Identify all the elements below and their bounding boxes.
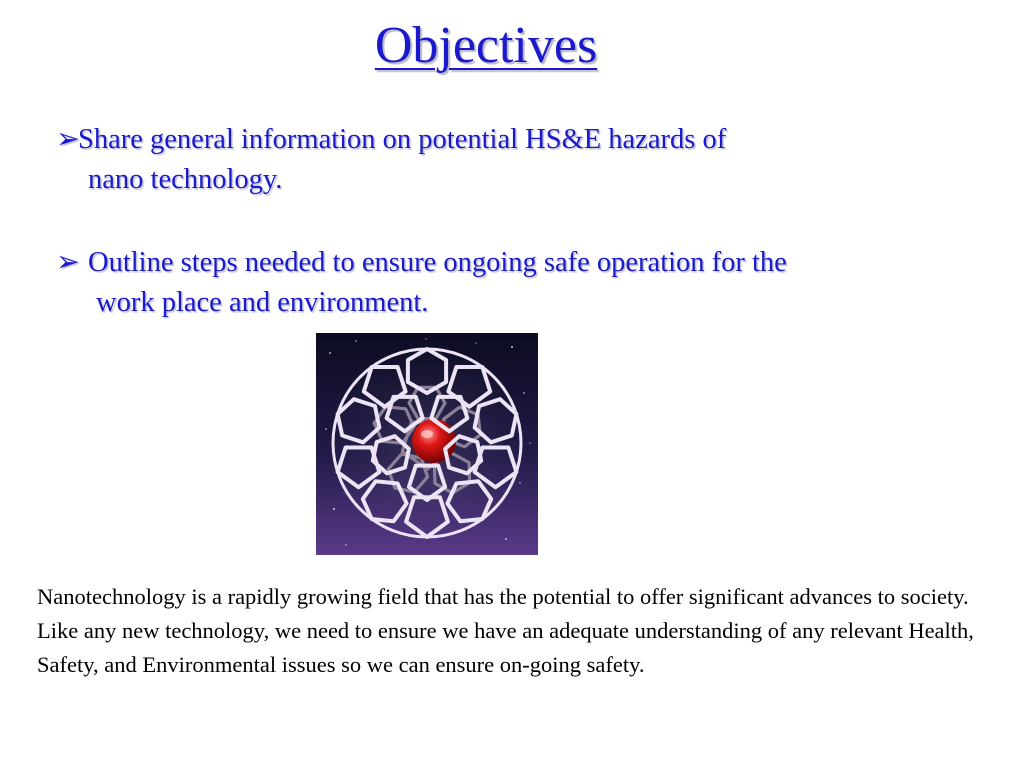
bullet-text: Outline steps needed to ensure ongoing safe operation for the [88,247,787,278]
bullet-first-line [56,247,787,278]
description-paragraph: Nanotechnology is a rapidly growing field that has the potential to offer significant advances to society. Like any new technology, we need to ensure we have an adequate understanding of any relevant Health, Safety, and Environmental issues so we can ensure on-going safety. [37,584,974,677]
arrow-bullet-icon: ➢ [56,124,80,155]
bullet-first-line [56,124,726,155]
bullet-item [56,243,787,323]
arrow-bullet-icon: ➢ [56,247,80,278]
bullet-continuation: nano technology. [88,164,283,195]
bullet-item [56,120,726,200]
fullerene-molecule-image [316,333,538,555]
slide-title: Objectives [374,17,598,74]
bullet-text: Share general information on potential HS&E hazards of [78,124,727,155]
bullet-continuation: work place and environment. [96,287,429,318]
red-atom [412,419,456,463]
